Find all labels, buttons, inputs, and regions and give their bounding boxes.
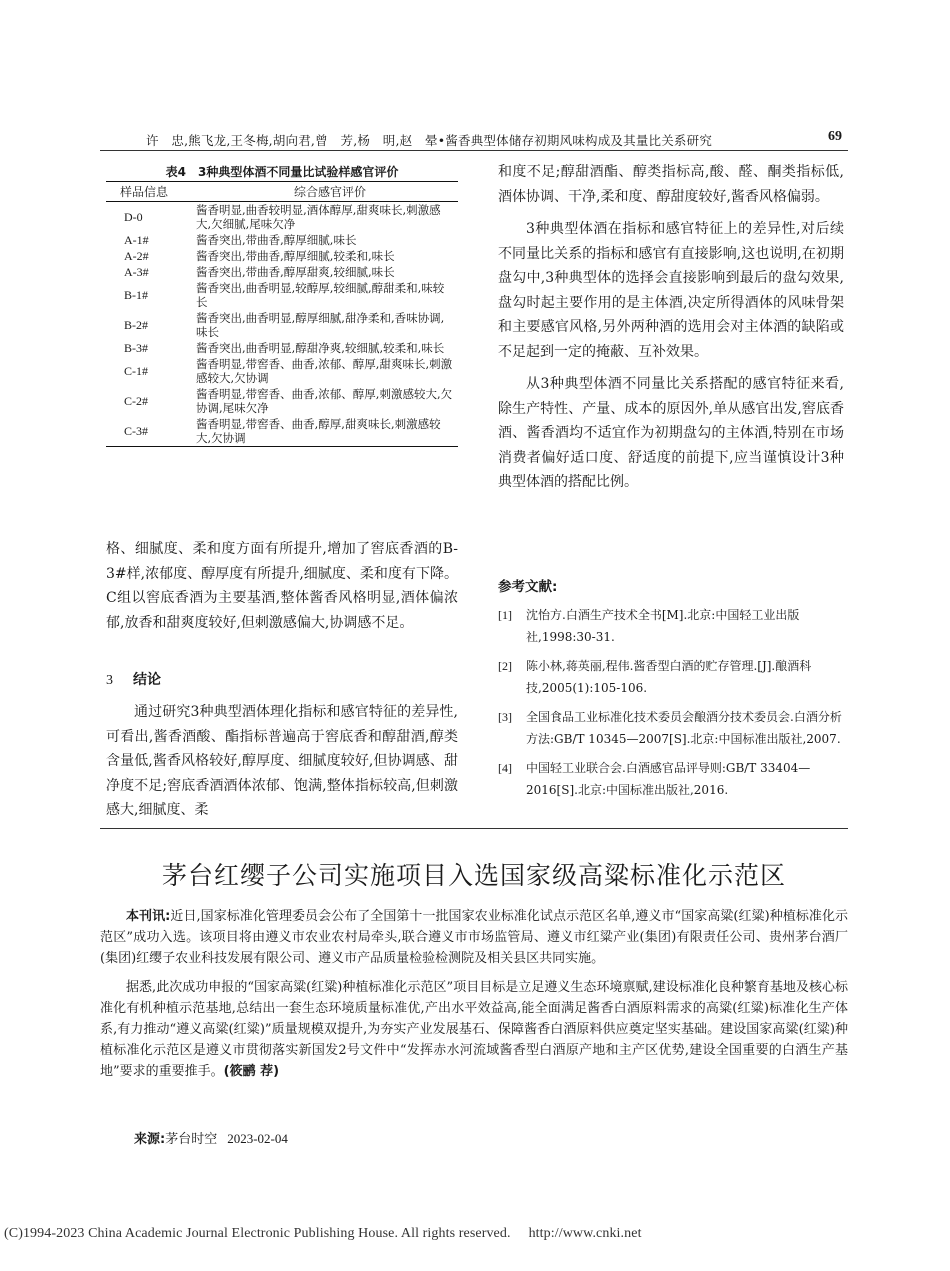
news-signature: (筱鹂 荐) [223,1064,280,1079]
sample-id: C-3# [106,416,182,447]
sensory-evaluation: 酱香突出,曲香明显,较醇厚,较细腻,醇甜柔和,味较长 [196,281,445,309]
lead-label: 本刊讯: [126,909,171,924]
section-number: 3 [106,673,113,688]
sensory-evaluation: 酱香明显,带窖香、曲香,浓郁、醇厚,刺激感较大,欠协调,尾味欠净 [196,387,453,415]
references-list [498,604,844,808]
table-row [106,340,458,356]
table-row [106,416,458,447]
table-row [106,356,458,386]
paragraph-text: 格、细腻度、柔和度方面有所提升,增加了窖底香酒的B-3#样,浓郁度、醇厚度有所提升,细腻度、柔和度有下降。C组以窖底香酒为主要基酒,整体酱香风格明显,酒体偏浓郁,放香和甜爽度较好,但刺激感偏大,协调感不足。 [106,541,458,631]
paragraph-text: 3种典型体酒在指标和感官特征上的差异性,对后续不同量比关系的指标和感官有直接影响,这也说明,在初期盘勾中,3种典型体的选择会直接影响到最后的盘勾效果,盘勾时起主要作用的是主体酒,决定所得酒体的风味骨架和主要感官风格,另外两种酒的选用会对主体酒的缺陷或不足起到一定的掩蔽、互补效果。 [498,221,844,360]
news-title: 茅台红缨子公司实施项目入选国家级高粱标准化示范区 [161,861,786,890]
reference-number: [2] [498,659,512,673]
section-title: 结论 [133,672,161,688]
section-heading-conclusion [106,669,161,689]
news-source [134,1128,288,1147]
cnki-link[interactable]: http://www.cnki.net [528,1226,642,1241]
sample-id: B-2# [124,318,148,332]
table-row [106,202,458,233]
column-header-sample: 样品信息 [106,182,182,202]
paragraph-text: 通过研究3种典型酒体理化指标和感官特征的差异性,可看出,酱香酒酸、酯指标普遍高于窖底香和醇甜酒,醇类含量低,酱香风格较好,醇厚度、细腻度较好,但协调感、甜净度不足;窖底香酒酒体浓郁、饱满,整体指标较高,但刺激感大,细腻度、柔 [106,704,458,818]
references-heading: 参考文献: [498,579,558,595]
sample-id: B-1# [124,288,148,302]
reference-text: 全国食品工业标准化技术委员会酿酒分技术委员会.白酒分析方法:GB/T 10345—2007[S].北京:中国标准出版社,2007. [526,710,842,746]
paragraph-text: 从3种典型体酒不同量比关系搭配的感官特征来看,除生产特性、产量、成本的原因外,单从感官出发,窖底香酒、酱香酒均不适宜作为初期盘勾的主体酒,特别在市场消费者偏好适口度、舒适度的前提下,应当谨慎设计3种典型体酒的搭配比例。 [498,376,844,490]
paragraph-text: 和度不足;醇甜酒酯、醇类指标高,酸、醛、酮类指标低,酒体协调、干净,柔和度、醇甜度较好,酱香风格偏弱。 [498,164,844,205]
reference-number: [4] [498,761,512,775]
reference-item [498,706,844,750]
sensory-evaluation: 酱香突出,曲香明显,醇厚细腻,甜净柔和,香味协调,味长 [196,311,445,339]
section-divider [100,828,848,829]
running-header [100,131,848,151]
news-body [100,906,848,1090]
reference-text: 中国轻工业联合会.白酒感官品评导则:GB/T 33404—2016[S].北京:中国标准出版社,2016. [526,761,811,797]
reference-number: [3] [498,710,512,724]
table-caption: 表4 3种典型体酒不同量比试验样感官评价 [165,165,399,179]
reference-item [498,757,844,801]
news-paragraph [100,906,848,969]
copyright-text: (C)1994-2023 China Academic Journal Electronic Publishing House. All rights reserved. [4,1226,511,1241]
running-head-text: 许 忠,熊飞龙,王冬梅,胡向君,曾 芳,杨 明,赵 晕•酱香典型体储存初期风味构成及其量比关系研究 [146,133,713,148]
news-text: 据悉,此次成功申报的“国家高粱(红粱)种植标准化示范区”项目目标是立足遵义生态环境禀赋,建设标准化良种繁育基地及核心标准化有机种植示范基地,总结出一套生态环境质量标准优,产出水平效益高,能全面满足酱香白酒原料需求的高粱(红粱)标准化生产体系,有力推动“遵义高粱(红粱)”质量规模双提升,为夯实产业发展基石、保障酱香白酒原料供应奠定坚实基础。建设国家高粱(红粱)种植标准化示范区是遵义市贯彻落实新国发2号文件中“发挥赤水河流域酱香型白酒原产地和主产区优势,建设全国重要的白酒生产基地”要求的重要推手。 [100,980,848,1079]
source-name: 茅台时空 [165,1132,218,1147]
sensory-evaluation: 酱香突出,带曲香,醇厚甜爽,较细腻,味长 [196,265,395,279]
left-paragraph-continued [106,537,458,635]
conclusion-paragraph [106,700,458,823]
sensory-evaluation: 酱香突出,曲香明显,醇甜净爽,较细腻,较柔和,味长 [196,341,445,355]
sample-id: D-0 [124,210,143,224]
source-date: 2023-02-04 [227,1131,288,1146]
source-label: 来源: [134,1132,166,1147]
sensory-evaluation: 酱香突出,带曲香,醇厚细腻,味长 [196,233,357,247]
sample-id: C-2# [124,394,148,408]
table-row [106,280,458,310]
reference-text: 陈小林,蒋英丽,程伟.酱香型白酒的贮存管理.[J].酿酒科技,2005(1):105-106. [526,659,812,695]
sensory-evaluation: 酱香明显,带窖香、曲香,醇厚,甜爽味长,刺激感较大,欠协调 [182,416,458,447]
sample-id: C-1# [124,364,148,378]
right-column-text [498,160,844,495]
sensory-table [106,163,458,447]
table-row [106,310,458,340]
sensory-evaluation: 酱香明显,带窖香、曲香,浓郁、醇厚,甜爽味长,刺激感较大,欠协调 [196,357,453,385]
table-row [106,248,458,264]
table-row [106,232,458,248]
news-text: 近日,国家标准化管理委员会公布了全国第十一批国家农业标准化试点示范区名单,遵义市“国家高粱(红粱)种植标准化示范区”成功入选。该项目将由遵义市农业农村局牵头,联合遵义市市场监管局、遵义市红粱产业(集团)有限责任公司、贵州茅台酒厂(集团)红缨子农业科技发展有限公司、遵义市产品质量检验检测院及相关县区共同实施。 [100,909,848,966]
sample-id: B-3# [124,341,148,355]
column-header-evaluation: 综合感官评价 [182,182,458,202]
sensory-evaluation: 酱香明显,曲香较明显,酒体醇厚,甜爽味长,刺激感大,欠细腻,尾味欠净 [196,203,441,231]
sample-id: A-2# [124,249,149,263]
copyright-footer [4,1226,642,1242]
reference-text: 沈怡方.白酒生产技术全书[M].北京:中国轻工业出版社,1998:30-31. [526,608,800,644]
page-number: 69 [828,129,842,144]
reference-item [498,604,844,648]
news-paragraph [100,977,848,1082]
table-row [106,386,458,416]
table-row [106,264,458,280]
sensory-evaluation: 酱香突出,带曲香,醇厚细腻,较柔和,味长 [196,249,395,263]
reference-item [498,655,844,699]
sample-id: A-1# [124,233,149,247]
sample-id: A-3# [124,265,149,279]
table-body [106,181,458,447]
reference-number: [1] [498,608,512,622]
